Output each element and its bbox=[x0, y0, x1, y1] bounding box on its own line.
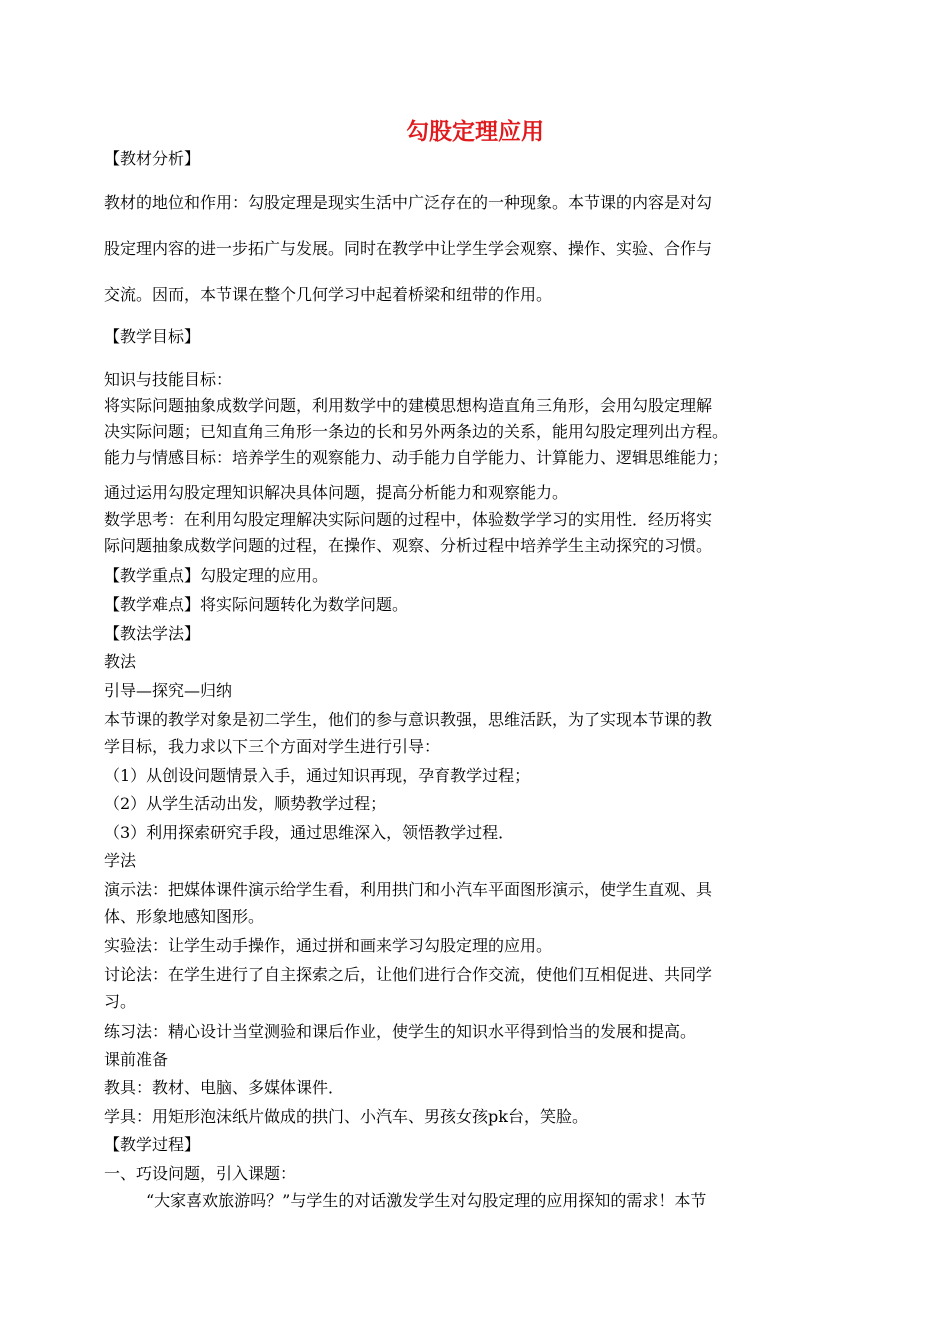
paragraph-line: 知识与技能目标： bbox=[104, 370, 233, 389]
paragraph-line: 讨论法：在学生进行了自主探索之后，让他们进行合作交流，使他们互相促进、共同学 bbox=[104, 965, 713, 984]
list-item: （3）利用探索研究手段，通过思维深入，领悟教学过程． bbox=[104, 823, 515, 842]
paragraph-line: 能力与情感目标：培养学生的观察能力、动手能力自学能力、计算能力、逻辑思维能力； bbox=[104, 448, 729, 467]
paragraph-line: 教法 bbox=[104, 652, 137, 671]
section-heading-teaching-goals: 【教学目标】 bbox=[104, 327, 201, 346]
section-heading-difficulty: 【教学难点】将实际问题转化为数学问题。 bbox=[104, 595, 409, 614]
paragraph-line: 股定理内容的进一步拓广与发展。同时在教学中让学生学会观察、操作、实验、合作与 bbox=[104, 239, 713, 258]
paragraph-line: 引导—探究—归纳 bbox=[104, 681, 233, 700]
paragraph-line: “大家喜欢旅游吗？”与学生的对话激发学生对勾股定理的应用探知的需求！本节 bbox=[146, 1191, 707, 1210]
section-heading-methods: 【教法学法】 bbox=[104, 624, 201, 643]
list-item: （2）从学生活动出发，顺势教学过程； bbox=[104, 794, 387, 813]
paragraph-line: 学法 bbox=[104, 851, 137, 870]
paragraph-line: 学目标，我力求以下三个方面对学生进行引导： bbox=[104, 737, 441, 756]
paragraph-line: 演示法：把媒体课件演示给学生看，利用拱门和小汽车平面图形演示，使学生直观、具 bbox=[104, 880, 713, 899]
paragraph-line: 交流。因而，本节课在整个几何学习中起着桥梁和纽带的作用。 bbox=[104, 285, 553, 304]
paragraph-line: 习。 bbox=[104, 992, 137, 1011]
paragraph-line: 学具：用矩形泡沫纸片做成的拱门、小汽车、男孩女孩pk台，笑脸。 bbox=[104, 1107, 588, 1126]
paragraph-line: 际问题抽象成数学问题的过程，在操作、观察、分析过程中培养学生主动探究的习惯。 bbox=[104, 536, 713, 555]
paragraph-line: 实验法：让学生动手操作，通过拼和画来学习勾股定理的应用。 bbox=[104, 936, 553, 955]
paragraph-line: 通过运用勾股定理知识解决具体问题，提高分析能力和观察能力。 bbox=[104, 483, 569, 502]
paragraph-line: 教材的地位和作用：勾股定理是现实生活中广泛存在的一种现象。本节课的内容是对勾 bbox=[104, 193, 713, 212]
section-heading-process: 【教学过程】 bbox=[104, 1135, 201, 1154]
paragraph-line: 教具：教材、电脑、多媒体课件． bbox=[104, 1078, 345, 1097]
paragraph-line: 决实际问题；已知直角三角形一条边的长和另外两条边的关系，能用勾股定理列出方程。 bbox=[104, 422, 729, 441]
paragraph-line: 一、巧设问题，引入课题： bbox=[104, 1164, 297, 1183]
paragraph-line: 将实际问题抽象成数学问题，利用数学中的建模思想构造直角三角形，会用勾股定理解 bbox=[104, 396, 713, 415]
paragraph-line: 课前准备 bbox=[104, 1050, 169, 1069]
paragraph-line: 数学思考：在利用勾股定理解决实际问题的过程中，体验数学学习的实用性．经历将实 bbox=[104, 510, 713, 529]
section-heading-textbook-analysis: 【教材分析】 bbox=[104, 149, 201, 168]
list-item: （1）从创设问题情景入手，通过知识再现，孕育教学过程； bbox=[104, 766, 531, 785]
document-title: 勾股定理应用 bbox=[406, 118, 544, 145]
section-heading-key-point: 【教学重点】勾股定理的应用。 bbox=[104, 566, 329, 585]
paragraph-line: 体、形象地感知图形。 bbox=[104, 907, 265, 926]
paragraph-line: 本节课的教学对象是初二学生，他们的参与意识教强，思维活跃，为了实现本节课的教 bbox=[104, 710, 713, 729]
paragraph-line: 练习法：精心设计当堂测验和课后作业，使学生的知识水平得到恰当的发展和提高。 bbox=[104, 1022, 697, 1041]
